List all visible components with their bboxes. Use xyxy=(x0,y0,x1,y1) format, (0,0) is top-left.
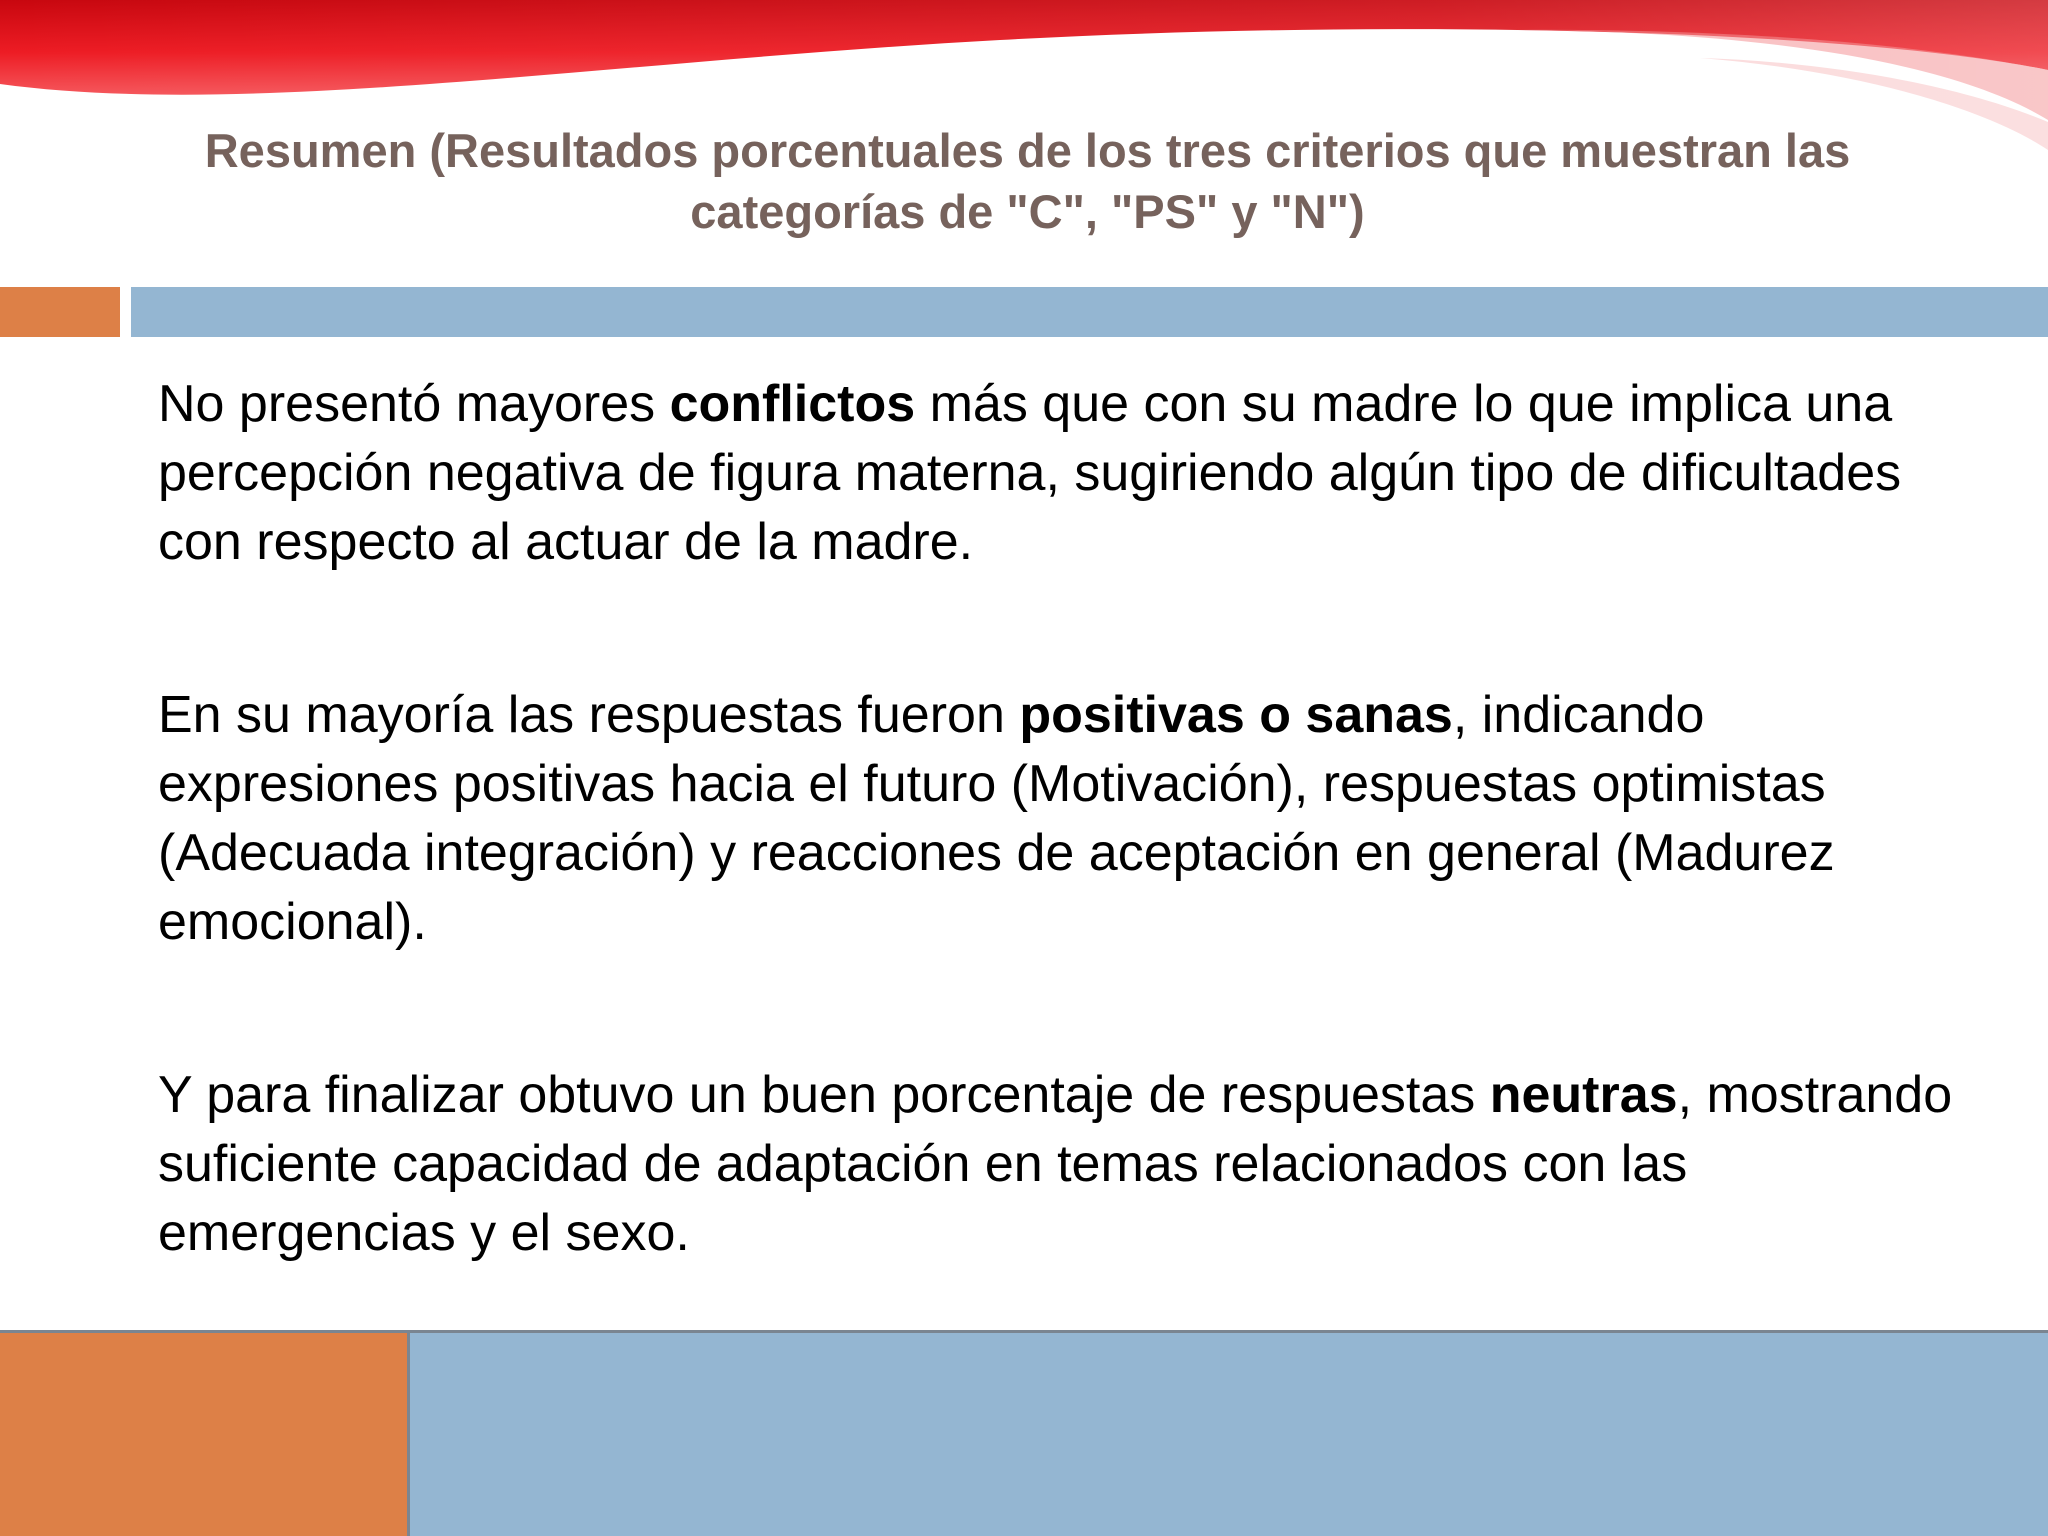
slide-body xyxy=(158,370,1998,1268)
paragraph-2-emphasis: positivas o sanas xyxy=(1019,686,1453,744)
paragraph-1-text-end: más que con su madre lo que implica una percepción negativa de figura materna, sugiriendo algún tipo de dificultades con respecto al actuar de la madre. xyxy=(158,375,1902,571)
paragraph-conflictos xyxy=(158,370,1998,577)
paragraph-positivas xyxy=(158,681,1998,957)
paragraph-1-emphasis: conflictos xyxy=(669,375,916,433)
paragraph-3-text-end: , mostrando suficiente capacidad de adaptación en temas relacionados con las emergencias y el sexo. xyxy=(158,1066,1953,1262)
paragraph-neutras xyxy=(158,1061,1998,1268)
paragraph-1-text: No presentó mayores xyxy=(158,375,670,433)
slide-title-line-1: Resumen (Resultados porcentuales de los tres criterios que muestran las xyxy=(204,124,1851,177)
paragraph-3-text: Y para finalizar obtuvo un buen porcentaje de respuestas xyxy=(158,1066,1490,1124)
footer-orange-block xyxy=(0,1330,410,1536)
footer-blue-block xyxy=(410,1330,2048,1536)
paragraph-2-text-end: , indicando expresiones positivas hacia el futuro (Motivación), respuestas optimistas (Adecuada integración) y reacciones de aceptación en general (Madurez emocional). xyxy=(158,686,1835,951)
slide-title-line-2: categorías de "C", "PS" y "N") xyxy=(690,185,1365,238)
paragraph-2-text: En su mayoría las respuestas fueron xyxy=(158,686,1020,744)
slide-title xyxy=(100,120,1955,242)
header-orange-band xyxy=(0,287,120,337)
header-blue-band xyxy=(131,287,2048,337)
paragraph-3-emphasis: neutras xyxy=(1489,1066,1678,1124)
